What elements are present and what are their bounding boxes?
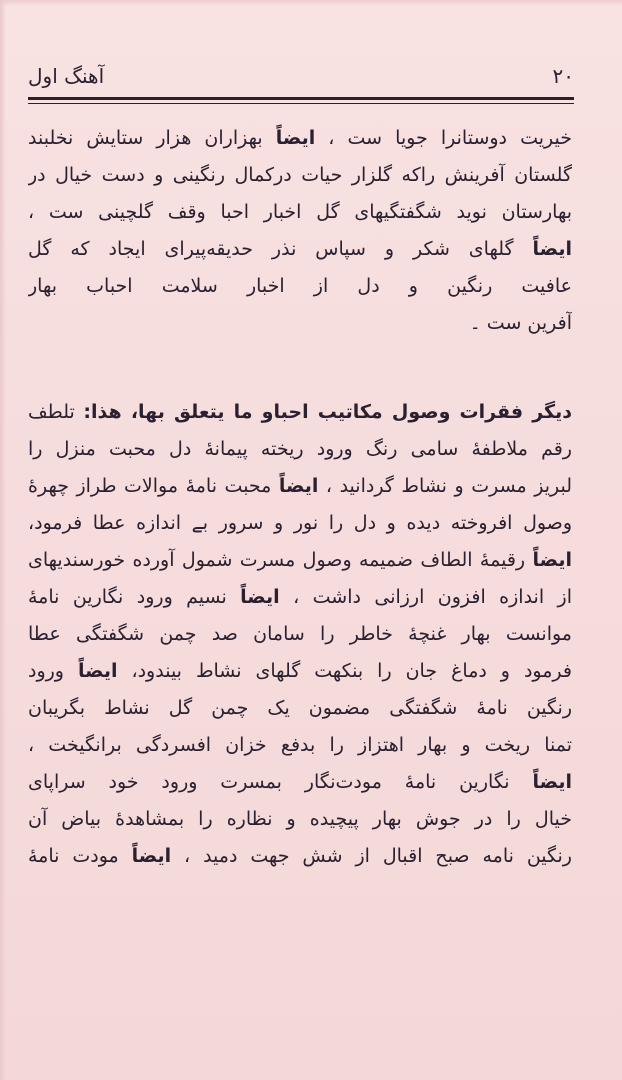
text-line: فرمود و دماغ جان را بنکهت گلهای نشاط بیندود، ایضاً ورود [28,660,572,682]
text-line: آفرین ست ۔ [469,312,572,334]
keyword-ayzan: ایضاً [532,771,572,793]
keyword-ayzan: ایضاً [131,845,172,867]
keyword-ayzan: ایضاً [532,238,572,260]
text-line: ایضاً نگارین نامهٔ مودت‌نگار بمسرت ورود خود سراپای [28,771,572,793]
text-line: ایضاً رقیمهٔ الطاف ضمیمه وصول مسرت شمول آورده خورسندیهای [28,549,572,571]
text-line: تمنا ریخت و بهار اهتزاز را بدفع خزان افسردگی برانگیخت ، [28,734,572,756]
page-top-shadow [0,0,622,6]
text-line: خیریت دوستانرا جویا ست ، ایضاً بهزاران هزار ستایش نخلبند [28,127,572,149]
keyword-ayzan: ایضاً [278,475,319,497]
text-line: ایضاً گلهای شکر و سپاس نذر حدیقه‌پیرای ایجاد که گل [28,238,572,260]
text-line: رنگین نامه صبح اقبال از شش جهت دمید ، ایضاً مودت نامهٔ [28,845,572,867]
keyword-ayzan: ایضاً [240,586,280,608]
paragraph-gap [28,342,572,394]
text-line: عافیت رنگین و دل از اخبار سلامت احباب بهار [28,275,572,297]
page-header [28,62,574,92]
text-line: رقم ملاطفهٔ سامی رنگ ورود ریخته پیمانهٔ دل محبت منزل را [28,438,572,460]
text-line: وصول افروخته دیده و دل را نور و سرور بے اندازه عطا فرمود، [28,512,572,534]
header-rule-thick [28,97,574,100]
text-line: رنگین نامهٔ شگفتگی مضمون یک چمن گل نشاط بگریبان [28,697,572,719]
text-line: گلستان آفرینش راکه گلزار حیات درکمال رنگینی و دست خیال در [28,164,572,186]
page-edge-shadow [0,0,6,1080]
keyword-ayzan: ایضاً [532,549,572,571]
page-number: ۲۰ [552,64,574,88]
running-title: آهنگ اول [28,64,105,88]
text-line: لبریز مسرت و نشاط گردانید ، ایضاً محبت نامهٔ موالات طراز چهرهٔ [28,475,572,497]
keyword-ayzan: ایضاً [77,660,118,682]
text-line: بهارستان نوید شگفتگیهای گل اخبار احبا وقف گلچینی ست ، [28,201,572,223]
keyword-ayzan: ایضاً [275,127,316,149]
paragraph-1 [28,120,572,342]
header-rule-thin [28,103,574,104]
text-line: خیال را در جوش بهار پیچیده و نظاره را بمشاهدهٔ بیاض آن [28,808,572,830]
text-line: از اندازه افزون ارزانی داشت ، ایضاً نسیم ورود نگارین نامهٔ [28,586,572,608]
paragraph-2 [28,394,572,875]
section-heading: دیگر فقرات وصول مکاتیب احباو ما یتعلق بها، هذا: تلطف [28,401,572,423]
text-line: موانست بهار غنچهٔ خاطر را سامان صد چمن شگفتگی عطا [28,623,572,645]
page-body [28,120,572,875]
